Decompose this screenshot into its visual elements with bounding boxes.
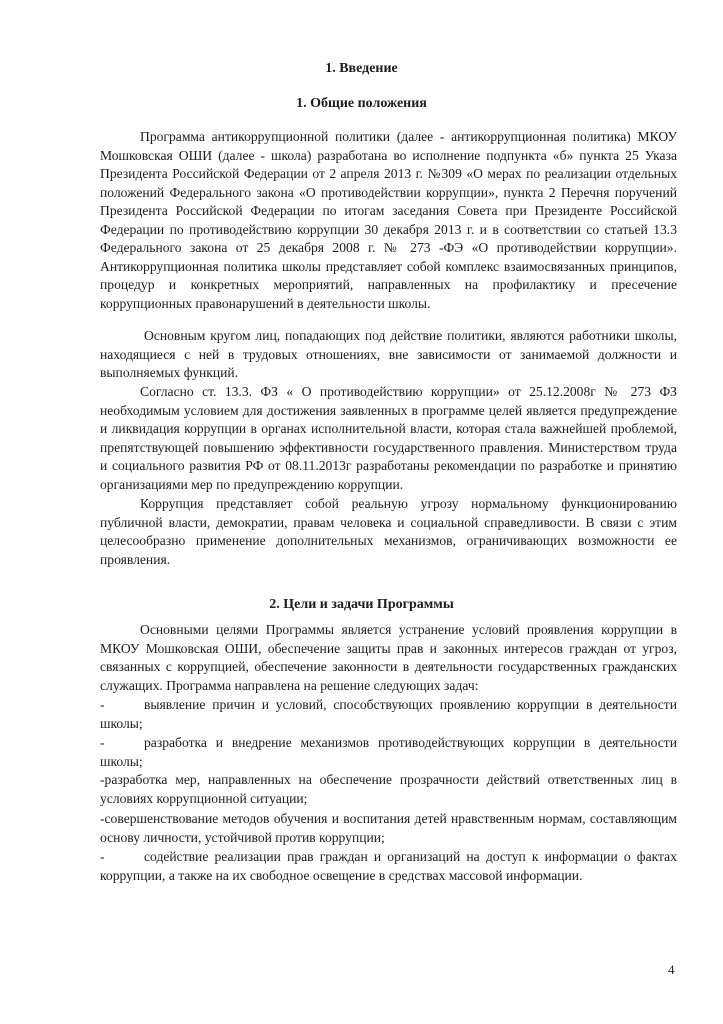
paragraph-legal-basis: Согласно ст. 13.3. ФЗ « О противодействию коррупции» от 25.12.2008г № 273 ФЗ необходимым условием для достижения заявленных в программе целей является предупреждение и ликвидация коррупции в органах исполнительной власти, которая стала важнейшей проблемой, препятствующей повышению эффективности государственного правления. Министерством труда и социального развития РФ от 08.11.2013г разработаны рекомендации по разработке и принятию организациями мер по предупреждению коррупции. bbox=[100, 384, 677, 492]
page-number: 4 bbox=[668, 962, 675, 977]
paragraph-scope-of-persons: Основным кругом лиц, попадающих под действие политики, являются работники школы, находящиеся с ней в трудовых отношениях, вне зависимости от занимаемой должности и выполняемых функций. bbox=[100, 328, 677, 380]
list-item-text: -разработка мер, направленных на обеспечение прозрачности действий ответственных лиц в условиях коррупционной ситуации; bbox=[100, 772, 677, 806]
heading-goals-and-tasks: 2. Цели и задачи Программы bbox=[269, 597, 454, 612]
list-item-dash: - bbox=[100, 735, 105, 750]
list-item-text: -совершенствование методов обучения и воспитания детей нравственным нормам, составляющим основу личности, устойчивой против коррупции; bbox=[100, 811, 677, 845]
list-item bbox=[100, 848, 677, 885]
paragraph-program-basis: Программа антикоррупционной политики (далее - антикоррупционная политика) МКОУ Мошковская ОШИ (далее - школа) разработана во исполнение подпункта «б» пункта 25 Указа Президента Российской Федерации от 2 апреля 2013 г. №309 «О мерах по реализации отдельных положений Федерального закона «О противодействии коррупции», пункта 2 Перечня поручений Президента Российской Федерации по итогам заседания Совета при Президенте Российской Федерации по противодействию коррупции 30 декабря 2013 г. и в соответствии со статьей 13.3 Федерального закона от 25 декабря 2008 г. № 273 -ФЭ «О противодействии коррупции». Антикоррупционная политика школы представляет собой комплекс взаимосвязанных принципов, процедур и конкретных мероприятий, направленных на профилактику и пресечение коррупционных правонарушений в деятельности школы. bbox=[100, 129, 677, 311]
list-item bbox=[100, 734, 677, 771]
list-item-text: содействие реализации прав граждан и организаций на доступ к информации о фактах коррупции, а также на их свободное освещение в средствах массовой информации. bbox=[100, 849, 677, 883]
list-item bbox=[100, 810, 677, 847]
paragraph-goals-intro: Основными целями Программы является устранение условий проявления коррупции в МКОУ Мошковская ОШИ, обеспечение защиты прав и законных интересов граждан от угроз, связанных с коррупцией, обеспечение законности в деятельности государственных гражданских служащих. Программа направлена на решение следующих задач: bbox=[100, 622, 677, 693]
paragraph-corruption-threat: Коррупция представляет собой реальную угрозу нормальному функционированию публичной власти, демократии, правам человека и социальной справедливости. В связи с этим целесообразно применение дополнительных механизмов, ограничивающих возможности ее проявления. bbox=[100, 496, 677, 567]
list-item bbox=[100, 771, 677, 808]
heading-general-provisions: 1. Общие положения bbox=[296, 96, 427, 111]
list-item-text: выявление причин и условий, способствующих проявлению коррупции в деятельности школы; bbox=[100, 697, 677, 731]
list-item-text: разработка и внедрение механизмов противодействующих коррупции в деятельности школы; bbox=[100, 735, 677, 769]
heading-introduction: 1. Введение bbox=[325, 61, 398, 76]
list-item-dash: - bbox=[100, 697, 105, 712]
list-item-dash: - bbox=[100, 849, 105, 864]
list-item bbox=[100, 696, 677, 733]
